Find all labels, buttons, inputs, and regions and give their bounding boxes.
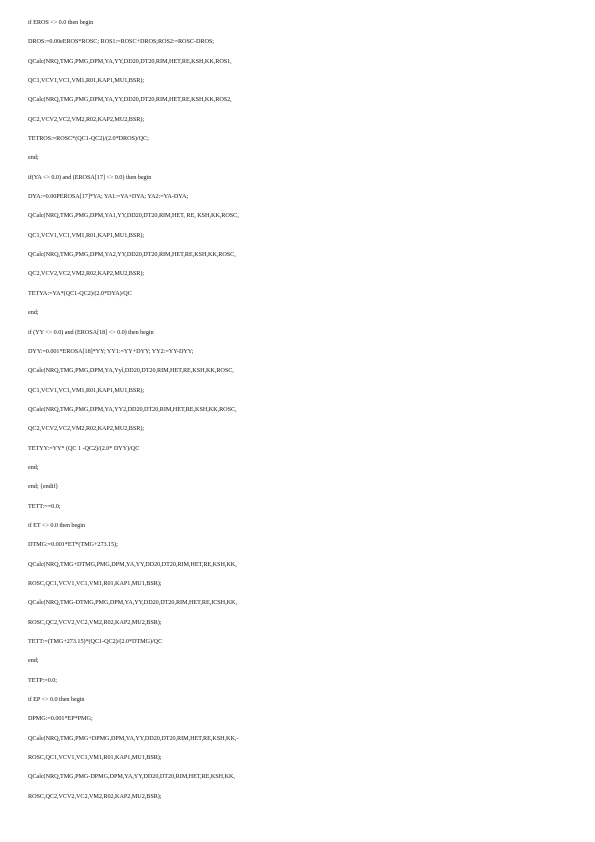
code-line: ROSC,QC1,VCV1,VC1,VM1,R01,KAP1,MU1,BSR); — [28, 754, 162, 762]
code-line: end; — [28, 463, 39, 471]
code-line: QC1,VCV1,VC1,VM1,R01,KAP1,MU1,BSR); — [28, 231, 145, 239]
code-line: QCalc(NRQ,TMG,PMG+DPMG,DPM,YA,YY,DD20,DT20,RIM,HET,RE,KSH,KK,- — [28, 734, 239, 742]
code-line: if(YA <> 0.0) and (EROSA[17] <> 0.0) then begin — [28, 173, 152, 181]
code-line: QC2,VCV2,VC2,VM2,R02,KAP2,MU2,BSR); — [28, 425, 145, 433]
code-line: TETYY:=YY* (QC 1 -QC2)/(2.0* DYY)/QC — [28, 444, 140, 452]
code-line: QCalc(NRQ,TMG,PMG,DPM,YA,YY2,DD20,DT20,RIM,HET,RE,KSH,KK,ROSC, — [28, 405, 237, 413]
code-line: TETYA:=YA*(QC1-QC2)/(2.0*DYA)/QC — [28, 289, 132, 297]
code-line: TETROS:=ROSC*(QC1-QC2)/(2.0*DROS)/QC; — [28, 135, 149, 143]
code-line: DYA:=0.00PEROSA[17]*YA; YA1:=YA+DYA; YA2:=YA-DYA; — [28, 193, 189, 201]
code-line: ROSC,QC2,VCV2,VC2,VM2,R02,KAP2,MU2,BSR); — [28, 618, 162, 626]
code-line: end; — [28, 154, 39, 162]
code-line: QC1,VCV1,VC1,VM1,R01,KAP1,MU1,BSR); — [28, 77, 145, 85]
code-line: QCalc(NRQ,TMG,PMG,DPM,YA2,YY,DD20,DT20,RIM,HET,RE,KSH,KK,ROSC, — [28, 251, 236, 259]
code-line: end; — [28, 309, 39, 317]
code-line: if EP <> 0.0 then begin — [28, 696, 85, 704]
code-line: DYY:=0.001*EROSA[18]*YY; YY1:=YY+DYY; YY2:=YY-DYY; — [28, 347, 194, 355]
code-line: QC2,VCV2,VC2,VM2,R02,KAP2,MU2,BSR); — [28, 270, 145, 278]
code-line: QC1,VCV1,VC1,VM1,R01,KAP1,MU1,BSR); — [28, 386, 145, 394]
code-line: QC2,VCV2,VC2,VM2,R02,KAP2,MU2,BSR); — [28, 115, 145, 123]
code-line: QCalc(NRQ,TMG,PMG,DPM,YA,Yyl,DD20,DT20,RIM,HET,RE,KSH,KK,ROSC, — [28, 367, 234, 375]
code-line: TETP:=0.0; — [28, 676, 57, 684]
code-line: QCalc(NRQ,TMG+DTMG,PMG,DPM,YA,YY,DD20,DT20,RIM,HET,RE,KSH,KK, — [28, 560, 237, 568]
code-line: if (YY <> 0.0) and (EROSA[18] <> 0.0) then begin — [28, 328, 154, 336]
code-line: if ET <> 0.0 then begin — [28, 521, 85, 529]
code-line: if EROS <> 0.0 then begin — [28, 19, 94, 26]
code-line: ROSC,QC1,VCV1,VC1,VM1,R01,KAP1,MU1,BSR); — [28, 579, 162, 587]
code-line: TETT:==0.0; — [28, 502, 61, 510]
code-line: QCalc(NRQ,TMG,PMG,DPM,YA1,YY,DD20,DT20,RIM,HET, RE, KSH,KK,ROSC, — [28, 212, 239, 220]
code-line: ROSC,QC2,VCV2,VC2,VM2,R02,KAP2,MU2,BSR); — [28, 792, 162, 800]
code-line: QCalc(NRQ,TMG,PMG-DPMG,DPM,YA,YY,DD20,DT20,RIM,HET,RE,KSH,KK, — [28, 773, 235, 781]
code-line: end; — [28, 657, 39, 665]
code-line: end; {endif} — [28, 483, 59, 491]
code-line: QCalc(NRQ,TMG,PMG,DPM,YA,YY,DD20,DT20,RIM,HET,RE,KSH,KK,ROS2, — [28, 96, 232, 104]
code-line: QCalc(NRQ,TMG,PMG,DPM,YA,YY,DD20,DT20,RIM,HET,RE,KSH,KK,ROS1, — [28, 57, 232, 65]
code-line: DTMG:=0.001*ET*(TMG+273.15); — [28, 541, 118, 549]
code-line: DPMG:=0.001*EP*PMG; — [28, 715, 93, 723]
code-listing — [28, 17, 588, 810]
code-line: TETT:=(TMG+273.15)*(QC1-QC2)/(2.0*DTMG)/QC — [28, 638, 163, 645]
code-line: DROS:=0.00eEROS*ROSC; ROS1:=ROSC+DROS;ROS2:=ROSC-DROS; — [28, 38, 214, 46]
code-line: QCalc(NRQ,TMG-DTMG,PMG,DPM,YA,YY,DD20,DT20,RIM,HET,RE,ICSH,KK, — [28, 599, 237, 607]
